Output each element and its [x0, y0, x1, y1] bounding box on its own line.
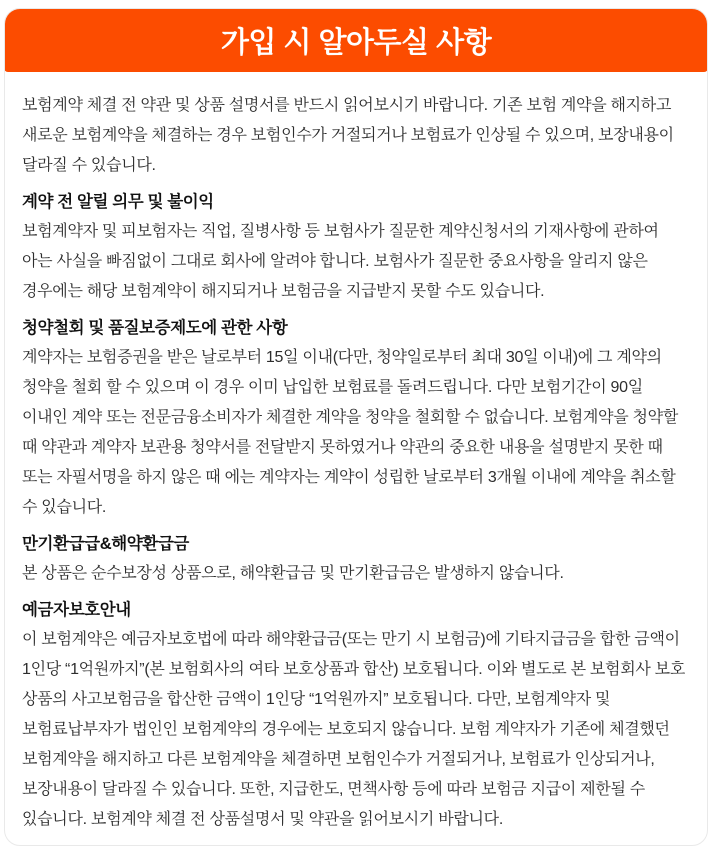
- intro-paragraph: 보험계약 체결 전 약관 및 상품 설명서를 반드시 읽어보시기 바랍니다. 기존 보험 계약을 해지하고 새로운 보험계약을 체결하는 경우 보험인수가 거절되거나 보험료가 인상될 수 있으며, 보장내용이 달라질 수 있습니다.: [22, 97, 674, 174]
- section-body-withdrawal-quality-assurance: 계약자는 보험증권을 받은 날로부터 15일 이내(다만, 청약일로부터 최대 30일 이내)에 그 계약의 청약을 철회 할 수 있으며 이 경우 이미 납입한 보험료를 돌려드립니다. 다만 보험기간이 90일 이내인 계약 또는 전문금융소비자가 체결한 계약을 청약을 철회할 수 없습니다. 보험계약을 청약할 때 약관과 계약자 보관용 청약서를 전달받지 못하였거나 약관의 중요한 내용을 설명받지 못한 때 또는 자필서명을 하지 않은 때 에는 계약자는 계약이 성립한 날로부터 3개월 이내에 계약을 취소할 수 있습니다.: [22, 349, 678, 516]
- section-heading-maturity-surrender-refund: 만기환급급&해약환급금: [22, 535, 189, 553]
- header-banner: [4, 8, 708, 72]
- section-body-maturity-surrender-refund: 본 상품은 순수보장성 상품으로, 해약환급금 및 만기환급금은 발생하지 않습니다.: [22, 565, 564, 582]
- section-heading-pre-contract-duty: 계약 전 알릴 의무 및 불이익: [22, 193, 214, 211]
- section-heading-depositor-protection: 예금자보호안내: [22, 601, 131, 619]
- page-title: 가입 시 알아두실 사항: [220, 26, 492, 59]
- section-body-depositor-protection: 이 보험계약은 예금자보호법에 따라 해약환급금(또는 만기 시 보험금)에 기타지급금을 합한 금액이 1인당 “1억원까지”(본 보험회사의 여타 보호상품과 합산) 보호됩니다. 이와 별도로 본 보험회사 보호 상품의 사고보험금을 합산한 금액이 1인당 “1억원까지” 보호됩니다. 다만, 보험계약자 및 보험료납부자가 법인인 보험계약의 경우에는 보호되지 않습니다. 보험 계약자가 기존에 체결했던 보험계약을 해지하고 다른 보험계약을 체결하면 보험인수가 거절되거나, 보험료가 인상되거나, 보장내용이 달라질 수 있습니다. 또한, 지급한도, 면책사항 등에 따라 보험금 지급이 제한될 수 있습니다. 보험계약 체결 전 상품설명서 및 약관을 읽어보시기 바랍니다.: [22, 631, 685, 828]
- notice-card: [4, 8, 708, 846]
- section-heading-withdrawal-quality-assurance: 청약철회 및 품질보증제도에 관한 사항: [22, 319, 288, 337]
- notice-content: [5, 72, 707, 845]
- section-body-pre-contract-duty: 보험계약자 및 피보험자는 직업, 질병사항 등 보험사가 질문한 계약신청서의 기재사항에 관하여 아는 사실을 빠짐없이 그대로 회사에 알려야 합니다. 보험사가 질문한 중요사항을 알리지 않은 경우에는 해당 보험계약이 해지되거나 보험금을 지급받지 못할 수도 있습니다.: [22, 223, 659, 300]
